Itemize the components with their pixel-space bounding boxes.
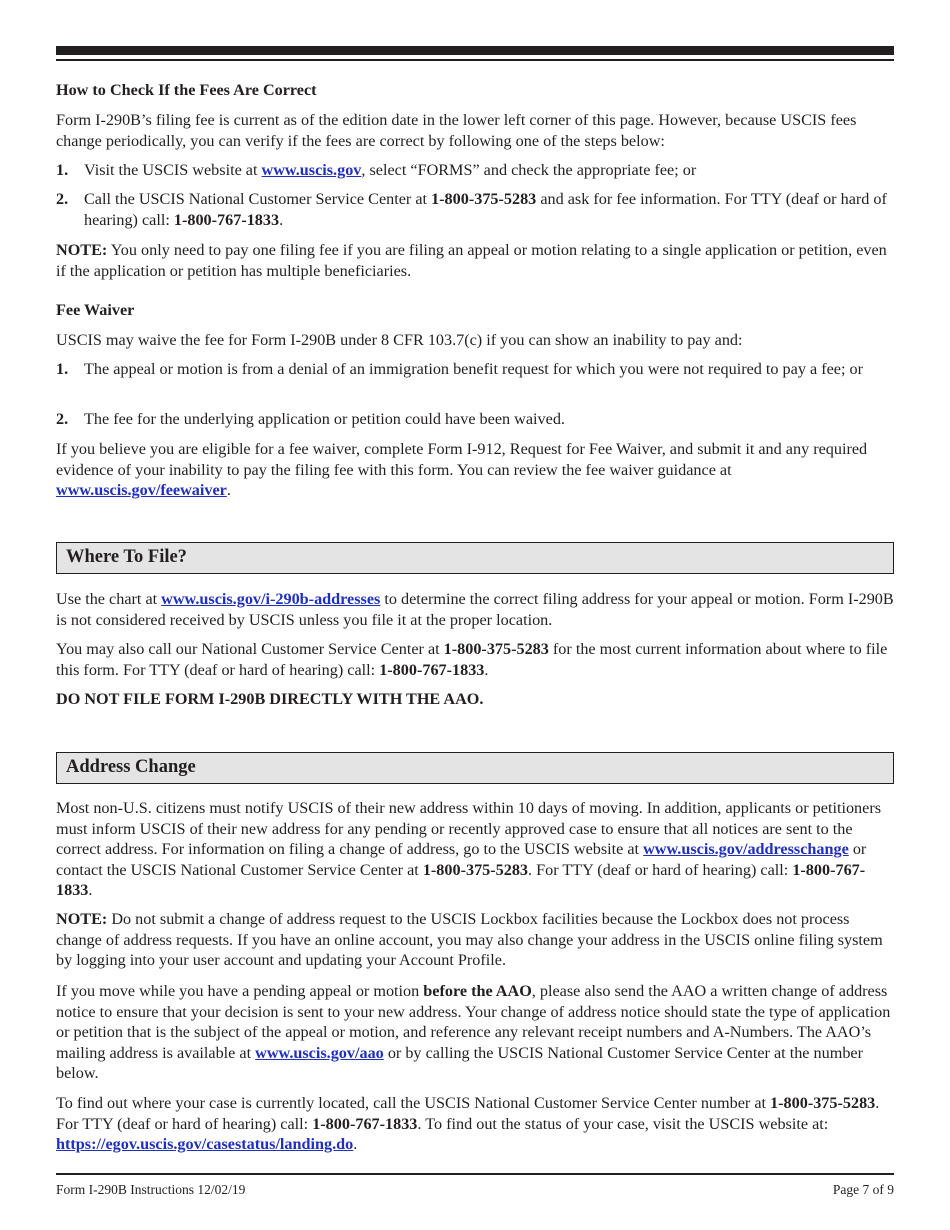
fees-check-heading: How to Check If the Fees Are Correct <box>56 81 317 99</box>
phone-number: 1-800-375-5283 <box>431 190 537 208</box>
note-label: NOTE: <box>56 910 108 928</box>
item-text: and ask for fee information. For TTY (deaf or hard of hearing) call: <box>84 190 887 229</box>
list-number: 1. <box>56 360 69 378</box>
tty-number: 1-800-767-1833 <box>379 660 485 679</box>
item-text: Call the USCIS National Customer Service Center at <box>84 190 432 208</box>
where-to-file-header: Where To File? <box>56 542 894 574</box>
paragraph-text: Use the chart at <box>56 590 162 608</box>
paragraph-text: If you move while you have a pending appeal or motion <box>56 982 424 1000</box>
fees-check-item-1 <box>56 160 894 181</box>
aao-link[interactable]: www.uscis.gov/aao <box>255 1043 384 1062</box>
uscis-website-link[interactable]: www.uscis.gov <box>261 161 362 179</box>
note-text: You only need to pay one filing fee if you are filing an appeal or motion relating to a single application or petition, even if the application or petition has multiple beneficiaries. <box>56 241 887 280</box>
paragraph-text: . <box>88 881 93 900</box>
item-text: . <box>279 210 284 229</box>
filing-addresses-link[interactable]: www.uscis.gov/i-290b-addresses <box>161 590 381 608</box>
address-change-note <box>56 909 894 971</box>
fee-waiver-item-2 <box>56 409 894 430</box>
address-change-p4 <box>56 1093 894 1155</box>
list-number: 2. <box>56 190 69 208</box>
document-page <box>56 0 894 1230</box>
fee-waiver-intro: USCIS may waive the fee for Form I-290B under 8 CFR 103.7(c) if you can show an inability to pay and: <box>56 331 743 349</box>
paragraph-text: Most non-U.S. citizens must notify USCIS of their new address within 10 days of moving. In addition, applicants or petitioners must inform USCIS of their new address for any pending or recently approved case to ensure that all notices are sent to the correct address. For information on filing a change of address, go to the USCIS website at <box>56 799 882 859</box>
address-change-link[interactable]: www.uscis.gov/addresschange <box>643 840 849 859</box>
paragraph-text: to determine the correct filing address for your appeal or motion. Form I-290B is not considered received by USCIS unless you file it at the proper location. <box>56 590 894 629</box>
paragraph-text: . To find out the status of your case, visit the USCIS website at: <box>417 1114 829 1133</box>
case-status-link[interactable]: https://egov.uscis.gov/casestatus/landing.do <box>56 1135 354 1154</box>
list-number: 2. <box>56 410 69 428</box>
emphasis-text: before the AAO <box>423 982 532 1000</box>
fee-waiver-heading: Fee Waiver <box>56 301 135 319</box>
address-change-p3 <box>56 981 894 1084</box>
list-number: 1. <box>56 161 69 179</box>
fee-waiver-link[interactable]: www.uscis.gov/feewaiver <box>56 481 227 500</box>
tty-number: 1-800-767-1833 <box>56 860 866 900</box>
footer-rule <box>56 1173 894 1175</box>
paragraph-text: . <box>226 481 231 500</box>
paragraph-text: . For TTY (deaf or hard of hearing) call: <box>56 1094 880 1133</box>
where-to-file-p1 <box>56 589 894 630</box>
address-change-p1 <box>56 798 894 901</box>
item-text: Visit the USCIS website at <box>84 161 262 179</box>
note-label: NOTE: <box>56 241 108 259</box>
phone-number: 1-800-375-5283 <box>770 1094 876 1112</box>
fees-check-intro: Form I-290B’s filing fee is current as of the edition date in the lower left corner of this page. However, because USCIS fees change periodically, you can verify if the fees are correct by following one of the steps below: <box>56 111 857 150</box>
item-text: The fee for the underlying application or petition could have been waived. <box>84 410 565 428</box>
do-not-file-warning: DO NOT FILE FORM I-290B DIRECTLY WITH THE AAO. <box>56 690 484 708</box>
phone-number: 1-800-375-5283 <box>422 860 529 879</box>
fees-check-item-2 <box>56 189 894 230</box>
form-edition-label: Form I-290B Instructions 12/02/19 <box>56 1182 246 1197</box>
fees-check-note <box>56 240 894 281</box>
address-change-header: Address Change <box>56 752 894 784</box>
paragraph-text: You may also call our National Customer Service Center at <box>56 640 444 658</box>
paragraph-text: If you believe you are eligible for a fee waiver, complete Form I-912, Request for Fee Waiver, and submit it and any required evidence of your inability to pay the filing fee with this form. You can review the fee waiver guidance at <box>56 440 868 479</box>
where-to-file-p2 <box>56 639 894 680</box>
paragraph-text: for the most current information about where to file this form. For TTY (deaf or hard of hearing) call: <box>56 640 888 679</box>
fee-waiver-paragraph <box>56 439 894 501</box>
paragraph-text: . For TTY (deaf or hard of hearing) call: <box>528 860 793 879</box>
top-rule-thick <box>56 46 894 55</box>
paragraph-text: . <box>353 1135 358 1154</box>
item-text: The appeal or motion is from a denial of an immigration benefit request for which you were not required to pay a fee; or <box>84 360 863 378</box>
note-text: Do not submit a change of address request to the USCIS Lockbox facilities because the Lockbox does not process change of address requests. If you have an online account, you may also change your address in the USCIS online filing system by logging into your user account and updating your Account Profile. <box>56 910 883 970</box>
page-number: Page 7 of 9 <box>832 1182 894 1197</box>
paragraph-text: To find out where your case is currently located, call the USCIS National Customer Service Center number at <box>56 1094 771 1112</box>
paragraph-text: or contact the USCIS National Customer Service Center at <box>56 840 867 879</box>
top-rule-thin <box>56 59 894 61</box>
phone-number: 1-800-375-5283 <box>443 640 549 658</box>
paragraph-text: . <box>484 660 489 679</box>
paragraph-text: or by calling the USCIS National Customer Service Center at the number below. <box>56 1043 863 1083</box>
fee-waiver-item-1 <box>56 359 894 380</box>
paragraph-text: , please also send the AAO a written change of address notice to ensure that your decision is sent to your new address. Your change of address notice should state the type of application or petition that is the subject of the appeal or motion, and reference any relevant receipt numbers and A-Numbers. The AAO’s mailing address is available at <box>56 982 891 1062</box>
item-text: , select “FORMS” and check the appropriate fee; or <box>361 161 697 179</box>
tty-number: 1-800-767-1833 <box>173 210 280 229</box>
tty-number: 1-800-767-1833 <box>312 1114 418 1133</box>
